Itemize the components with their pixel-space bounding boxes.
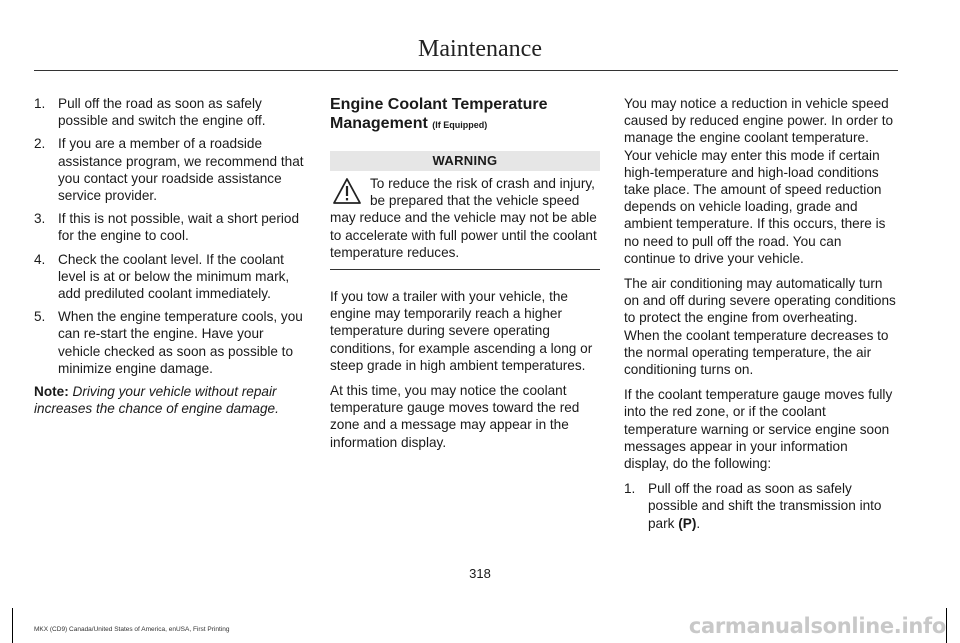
page-title: Maintenance [418,36,542,62]
paragraph: The air conditioning may automatically turn on and off during severe operating conditions to protect the engine from overheating. When the coolant temperature decreases to the normal operating temperature, the air conditioning turns on. [624,276,896,378]
note-label: Note: [34,384,69,400]
park-symbol: (P) [678,515,697,531]
list-item [34,210,306,244]
step-text: Pull off the road as soon as safely possible and shift the transmission into park [648,481,882,531]
step-number: 3. [34,211,46,227]
step-number: 5. [34,309,46,325]
warning-divider [330,269,600,270]
list-item [34,308,306,377]
warning-header: WARNING [330,151,600,171]
note [34,383,306,417]
paragraph: If you tow a trailer with your vehicle, the engine may temporarily reach a higher temperature during severe operating conditions, for example ascending a long or steep grade in high ambient temperatures. [330,289,593,373]
step-number: 4. [34,251,46,267]
step-number: 1. [34,96,46,111]
paragraph: At this time, you may notice the coolant temperature gauge moves toward the red zone and a message may appear in the information display. [330,383,580,450]
warning-triangle-icon [332,177,362,205]
crop-mark-right [946,608,947,643]
note-text: Driving your vehicle without repair increases the chance of engine damage. [34,384,279,417]
section-qualifier: (If Equipped) [432,120,488,130]
step-text: Pull off the road as soon as safely possible and switch the engine off. [58,96,266,129]
section-title: Engine Coolant Temperature Management [330,96,548,132]
paragraph: You may notice a reduction in vehicle speed caused by reduced engine power. In order to manage the engine coolant temperature. Your vehicle may enter this mode if certain high-temperature and high-load conditions take place. The amount of speed reduction depends on vehicle loading, grade and ambient temperature. If this occurs, there is no need to pull off the road. You can continue to drive your vehicle. [624,96,894,266]
watermark: carmanualsonline.info [688,614,946,638]
step-text: If you are a member of a roadside assistance program, we recommend that you contact your roadside assistance service provider. [58,136,304,204]
step-text: When the engine temperature cools, you can re-start the engine. Have your vehicle checked as soon as possible to minimize engine damage. [58,309,303,376]
step-number: 1. [624,481,636,497]
header-divider [34,70,898,71]
crop-mark-left [12,608,13,643]
list-item [34,95,306,129]
step-text: If this is not possible, wait a short period for the engine to cool. [58,211,300,244]
right-column [624,95,896,538]
warning-text: To reduce the risk of crash and injury, be prepared that the vehicle speed may reduce and the vehicle may not be able to accelerate with full power until the coolant temperature reduces. [330,176,597,260]
cooling-steps-list [34,95,306,377]
middle-column [330,95,600,459]
page-number: 318 [469,566,491,581]
list-item [34,135,306,204]
action-steps-list [624,480,896,532]
warning-box [330,175,600,270]
left-column [34,95,306,425]
list-item [34,251,306,303]
step-number: 2. [34,136,46,152]
paragraph: If the coolant temperature gauge moves fully into the red zone, or if the coolant temperature warning or service engine soon messages appear in your information display, do the following: [624,387,893,472]
step-end: . [696,515,701,531]
section-heading [330,95,600,135]
step-text: Check the coolant level. If the coolant level is at or below the minimum mark, add prediluted coolant immediately. [58,251,290,302]
list-item [624,480,896,532]
edition-footer: MKX (CD9) Canada/United States of America, enUSA, First Printing [34,626,230,633]
